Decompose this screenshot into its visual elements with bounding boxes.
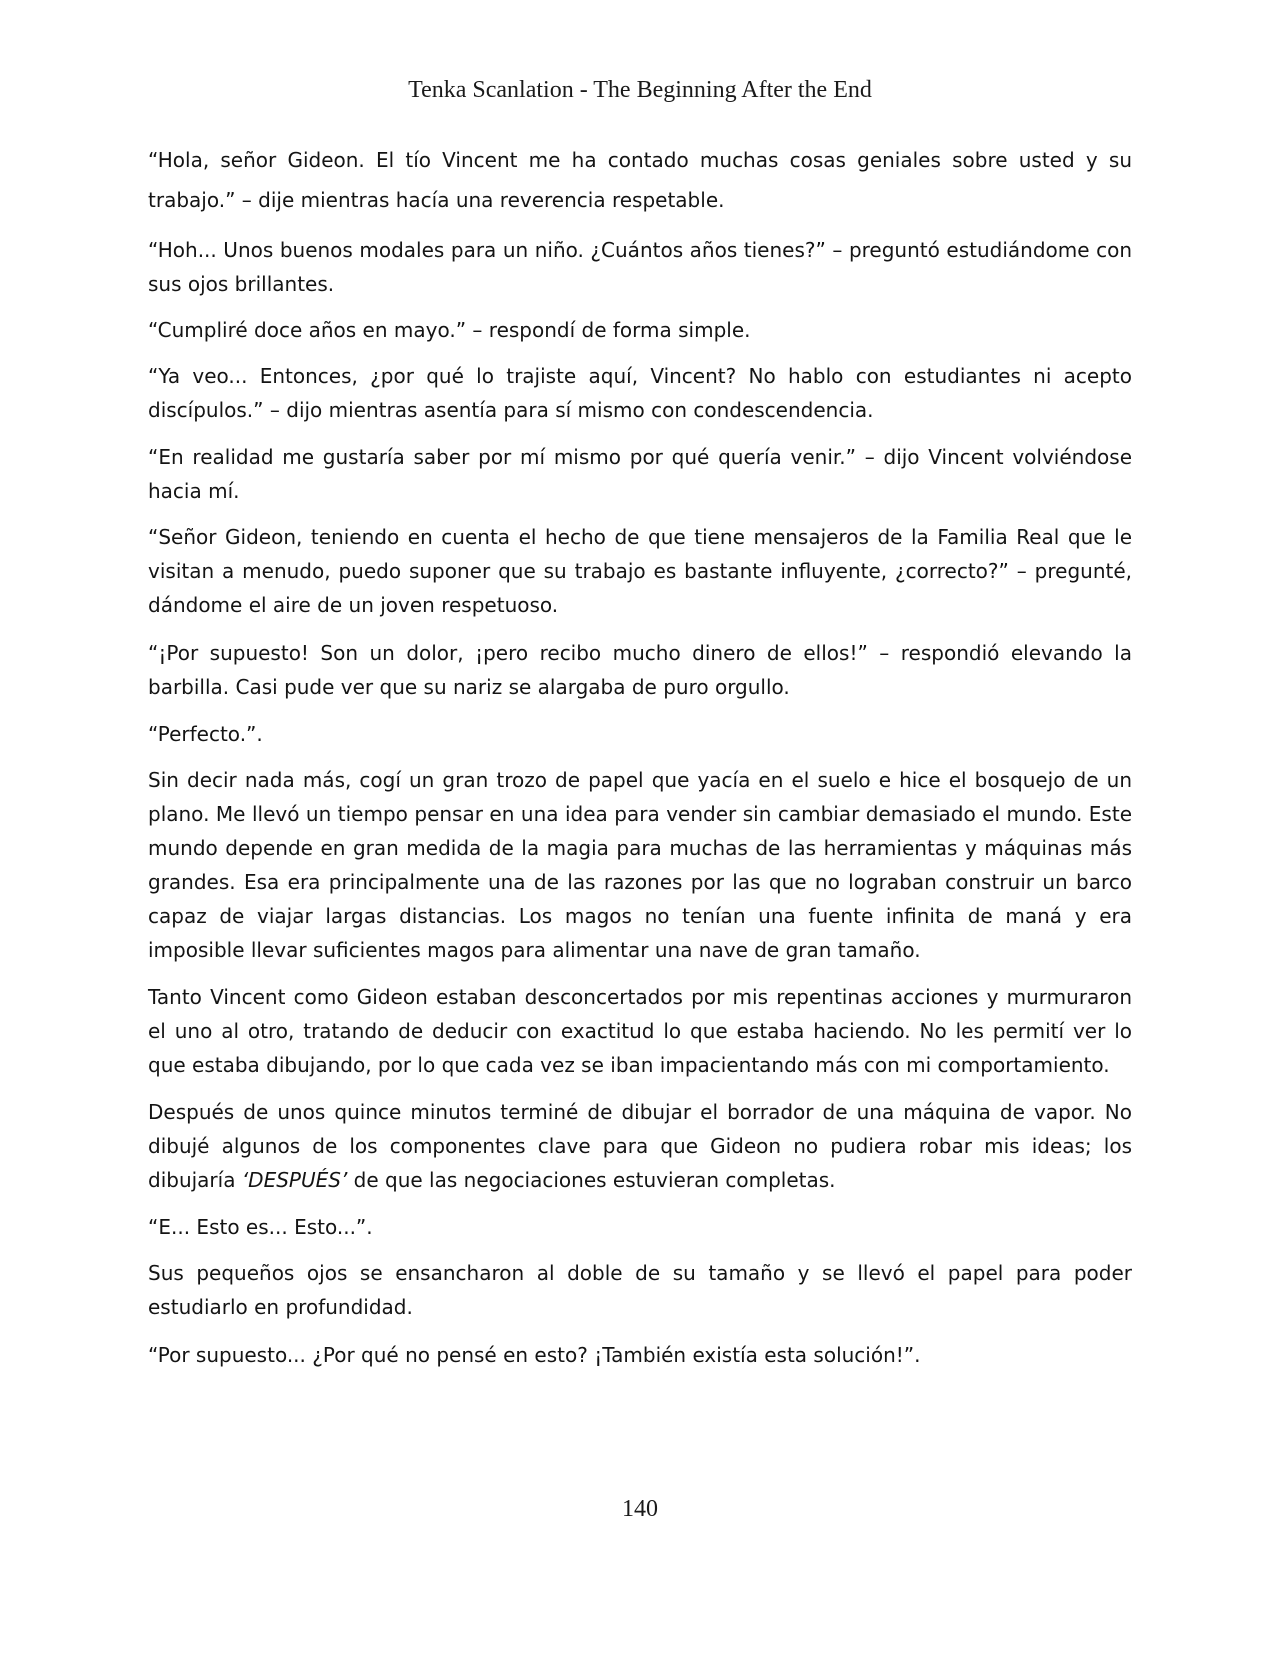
paragraph: “Hoh... Unos buenos modales para un niño. ¿Cuántos años tienes?” – preguntó estudiándome con sus ojos brillantes.	[148, 238, 1132, 296]
paragraph	[148, 1095, 1132, 1197]
paragraph-text: de que las negociaciones estuvieran completas.	[347, 1168, 836, 1192]
paragraph: “Hola, señor Gideon. El tío Vincent me ha contado muchas cosas geniales sobre usted y su trabajo.” – dije mientras hacía una reverencia respetable.	[148, 148, 1132, 212]
body-text	[148, 146, 1132, 1372]
paragraph: “¡Por supuesto! Son un dolor, ¡pero recibo mucho dinero de ellos!” – respondió elevando la barbilla. Casi pude ver que su nariz se alargaba de puro orgullo.	[148, 641, 1132, 699]
paragraph: “Señor Gideon, teniendo en cuenta el hecho de que tiene mensajeros de la Familia Real que le visitan a menudo, puedo suponer que su trabajo es bastante influyente, ¿correcto?” – pregunté, dándome el aire de un joven respetuoso.	[148, 525, 1132, 617]
paragraph: “En realidad me gustaría saber por mí mismo por qué quería venir.” – dijo Vincent volviéndose hacia mí.	[148, 445, 1132, 503]
page-number: 140	[622, 1496, 658, 1522]
paragraph: Sin decir nada más, cogí un gran trozo de papel que yacía en el suelo e hice el bosquejo de un plano. Me llevó un tiempo pensar en una idea para vender sin cambiar demasiado el mundo. Este mundo depende en gran medida de la magia para muchas de las herramientas y máquinas más grandes. Esa era principalmente una de las razones por las que no lograban construir un barco capaz de viajar largas distancias. Los magos no tenían una fuente infinita de maná y era imposible llevar suficientes magos para alimentar una nave de gran tamaño.	[148, 768, 1132, 962]
paragraph-text: Después de unos quince minutos terminé de dibujar el borrador de una máquina de vapor. No dibujé algunos de los componentes clave para que Gideon no pudiera robar mis ideas; los dibujaría	[148, 1100, 1132, 1192]
paragraph: “Ya veo... Entonces, ¿por qué lo trajiste aquí, Vincent? No hablo con estudiantes ni acepto discípulos.” – dijo mientras asentía para sí mismo con condescendencia.	[148, 364, 1132, 422]
paragraph: “Cumpliré doce años en mayo.” – respondí de forma simple.	[148, 318, 751, 342]
paragraph: “Por supuesto... ¿Por qué no pensé en esto? ¡También existía esta solución!”.	[148, 1343, 921, 1367]
running-header: Tenka Scanlation - The Beginning After the End	[408, 77, 872, 103]
paragraph: “Perfecto.”.	[148, 722, 263, 746]
paragraph: Sus pequeños ojos se ensancharon al doble de su tamaño y se llevó el papel para poder estudiarlo en profundidad.	[148, 1261, 1132, 1319]
paragraph: Tanto Vincent como Gideon estaban desconcertados por mis repentinas acciones y murmuraron el uno al otro, tratando de deducir con exactitud lo que estaba haciendo. No les permití ver lo que estaba dibujando, por lo que cada vez se iban impacientando más con mi comportamiento.	[148, 985, 1132, 1077]
paragraph: “E... Esto es... Esto...”.	[148, 1215, 373, 1239]
emphasis-text: ‘DESPUÉS’	[241, 1168, 348, 1192]
